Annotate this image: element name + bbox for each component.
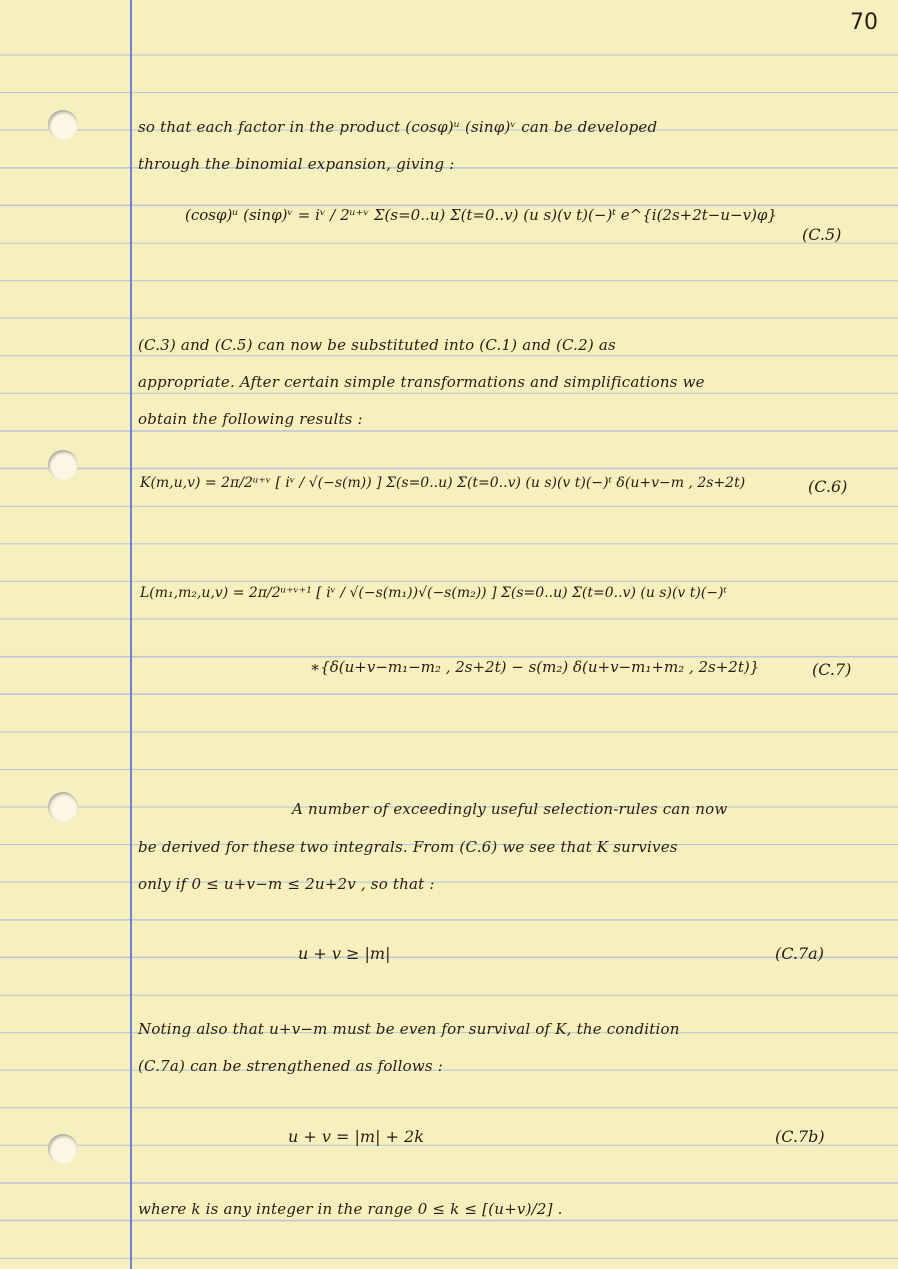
text-line: through the binomial expansion, giving : [138,155,455,173]
text-line: (C.3) and (C.5) can now be substituted into (C.1) and (C.2) as [138,336,616,354]
equation-c6: K(m,u,v) = 2π/2ᵘ⁺ᵛ [ iᵛ / √(−s(m)) ] Σ(s=0..u) Σ(t=0..v) (u s)(v t)(−)ᵗ δ(u+v−m , 2s+2t) [140,475,746,491]
text-line: so that each factor in the product (cosφ)ᵘ (sinφ)ᵛ can be developed [138,118,658,136]
text-line: obtain the following results : [138,410,363,428]
equation-c7-line1: L(m₁,m₂,u,v) = 2π/2ᵘ⁺ᵛ⁺¹ [ iᵛ / √(−s(m₁))√(−s(m₂)) ] Σ(s=0..u) Σ(t=0..v) (u s)(v t)(−)ᵗ [140,585,727,601]
punch-hole [48,1134,78,1164]
margin-line [130,0,132,1269]
text-line: only if 0 ≤ u+v−m ≤ 2u+2v , so that : [138,875,435,893]
equation-label-c7b: (C.7b) [775,1127,825,1146]
text-line: appropriate. After certain simple transformations and simplifications we [138,373,705,391]
text-line: where k is any integer in the range 0 ≤ k ≤ [(u+v)/2] . [138,1200,563,1218]
equation-label-c5: (C.5) [802,225,842,244]
equation-label-c7: (C.7) [812,660,852,679]
punch-hole [48,450,78,480]
page-number: 70 [850,10,878,35]
equation-c5: (cosφ)ᵘ (sinφ)ᵛ = iᵛ / 2ᵘ⁺ᵛ Σ(s=0..u) Σ(t=0..v) (u s)(v t)(−)ᵗ e^{i(2s+2t−u−v)φ} [185,206,777,224]
punch-hole [48,110,78,140]
text-line: A number of exceedingly useful selection-rules can now [292,800,728,818]
rule-c7b: u + v = |m| + 2k [288,1127,424,1146]
equation-c7-line2: ∗{δ(u+v−m₁−m₂ , 2s+2t) − s(m₂) δ(u+v−m₁+m₂ , 2s+2t)} [310,658,760,676]
punch-hole [48,792,78,822]
rule-c7a: u + v ≥ |m| [298,944,391,963]
text-line: be derived for these two integrals. From (C.6) we see that K survives [138,838,678,856]
equation-label-c7a: (C.7a) [775,944,824,963]
equation-label-c6: (C.6) [808,477,848,496]
text-line: (C.7a) can be strengthened as follows : [138,1057,443,1075]
text-line: Noting also that u+v−m must be even for survival of K, the condition [138,1020,680,1038]
